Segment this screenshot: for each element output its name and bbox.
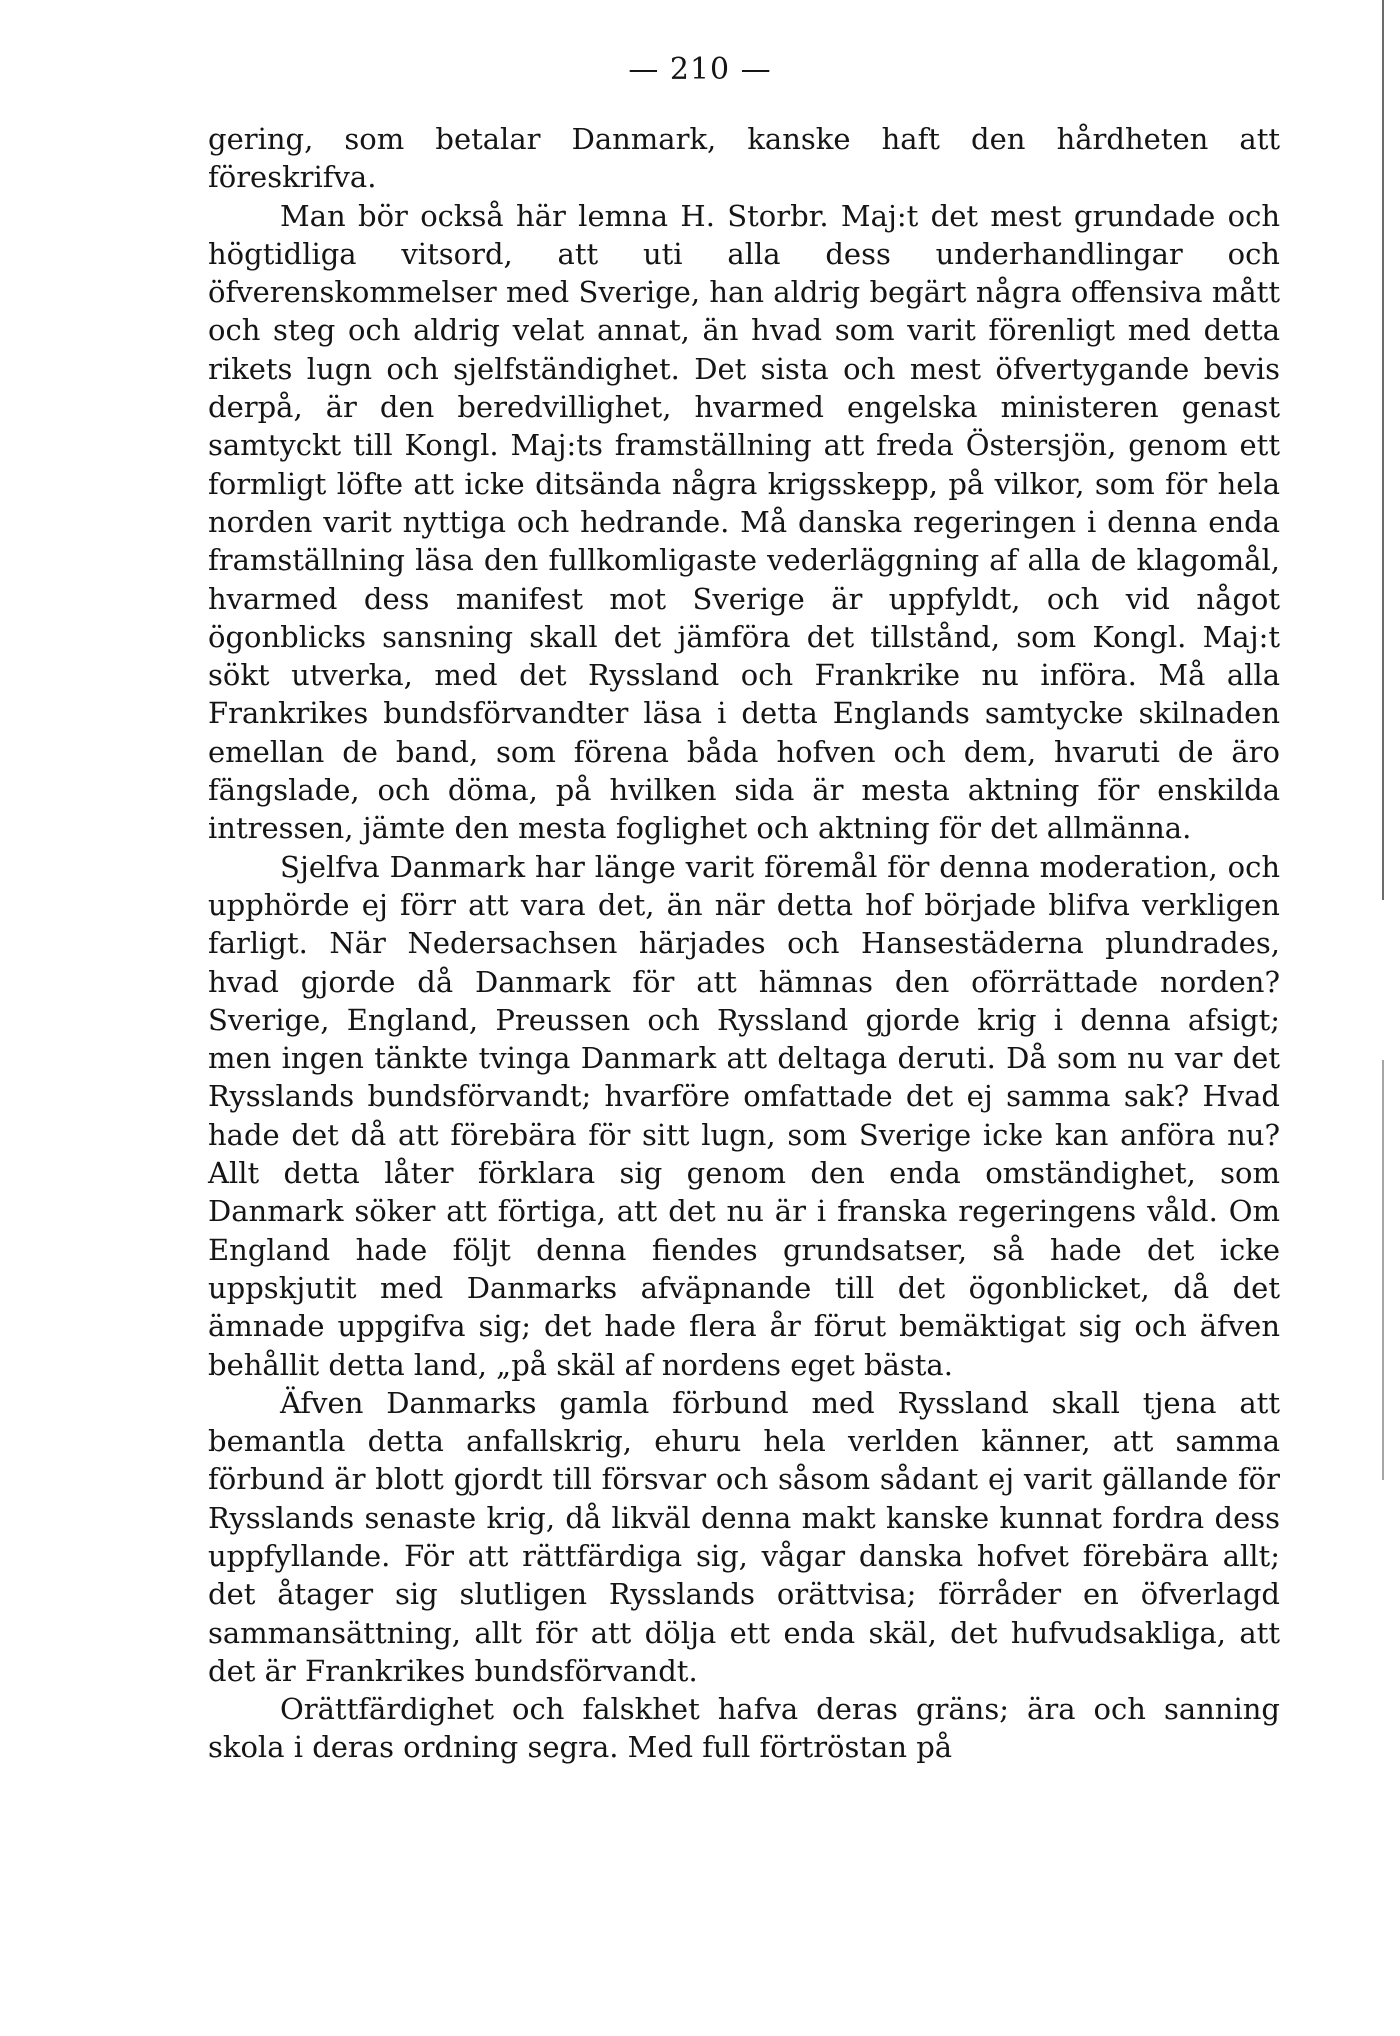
paragraph-vitsord: Man bör också här lemna H. Storbr. Maj:t det mest grundade och högtidliga vitsord, att uti alla dess underhandlingar och öfverenskommelser med Sverige, han aldrig begärt några offensiva mått och steg och aldrig velat annat, än hvad som varit förenligt med detta rikets lugn och sjelfständighet. Det sista och mest öfvertygande bevis derpå, är den beredvillighet, hvarmed engelska ministeren genast samtyckt till Kongl. Maj:ts framställning att freda Östersjön, genom ett formligt löfte att icke ditsända några krigsskepp, på vilkor, som för hela norden varit nyttiga och hedrande. Må danska regeringen i denna enda framställning läsa den fullkomligaste vederläggning af alla de klagomål, hvarmed dess manifest mot Sverige är uppfyldt, och vid något ögonblicks sansning skall det jämföra det tillstånd, som Kongl. Maj:t sökt utverka, med det Ryssland och Frankrike nu införa. Må alla Frankrikes bundsförvandter läsa i detta Englands samtycke skilnaden emellan de band, som förena båda hofven och dem, hvaruti de äro fängslade, och döma, på hvilken sida är mesta aktning för enskilda intressen, jämte den mesta foglighet och aktning för det allmänna. [208, 198, 1280, 846]
page-edge-shadow-lower [1382, 1060, 1384, 1480]
paragraph-moderation: Sjelfva Danmark har länge varit föremål för denna moderation, och upphörde ej förr att vara det, än när detta hof började blifva verkligen farligt. När Nedersachsen härjades och Hansestäderna plundrades, hvad gjorde då Danmark för att hämnas den oförrättade norden? Sverige, England, Preussen och Ryssland gjorde krig i denna afsigt; men ingen tänkte tvinga Danmark att deltaga deruti. Då som nu var det Rysslands bundsförvandt; hvarföre omfattade det ej samma sak? Hvad hade det då att förebära för sitt lugn, som Sverige icke kan anföra nu? Allt detta låter förklara sig genom den enda omständighet, som Danmark söker att förtiga, att det nu är i franska regeringens våld. Om England hade följt denna fiendes grundsatser, så hade det icke uppskjutit med Danmarks afväpnande till det ögonblicket, då det ämnade uppgifva sig; det hade flera år förut bemäktigat sig och äfven behållit detta land, „på skäl af nordens eget bästa. [208, 849, 1280, 1382]
page-edge-shadow [1382, 0, 1384, 900]
paragraph-closing: Orättfärdighet och falskhet hafva deras gräns; ära och sanning skola i deras ordning segra. Med full förtröstan på [208, 1692, 1280, 1765]
body-text [208, 120, 1280, 1767]
page-number: — 210 — [628, 52, 772, 87]
paragraph-continuation: gering, som betalar Danmark, kanske haft den hårdheten att föreskrifva. [208, 122, 1280, 195]
paragraph-forbund: Äfven Danmarks gamla förbund med Ryssland skall tjena att bemantla detta anfallskrig, ehuru hela verlden känner, att samma förbund är blott gjordt till försvar och såsom sådant ej varit gällande för Rysslands senaste krig, då likväl denna makt kanske kunnat fordra dess uppfyllande. För att rättfärdiga sig, vågar danska hofvet förebära allt; det åtager sig slutligen Rysslands orättvisa; förråder en öfverlagd sammansättning, allt för att dölja ett enda skäl, det hufvudsakliga, att det är Frankrikes bundsförvandt. [208, 1385, 1280, 1688]
